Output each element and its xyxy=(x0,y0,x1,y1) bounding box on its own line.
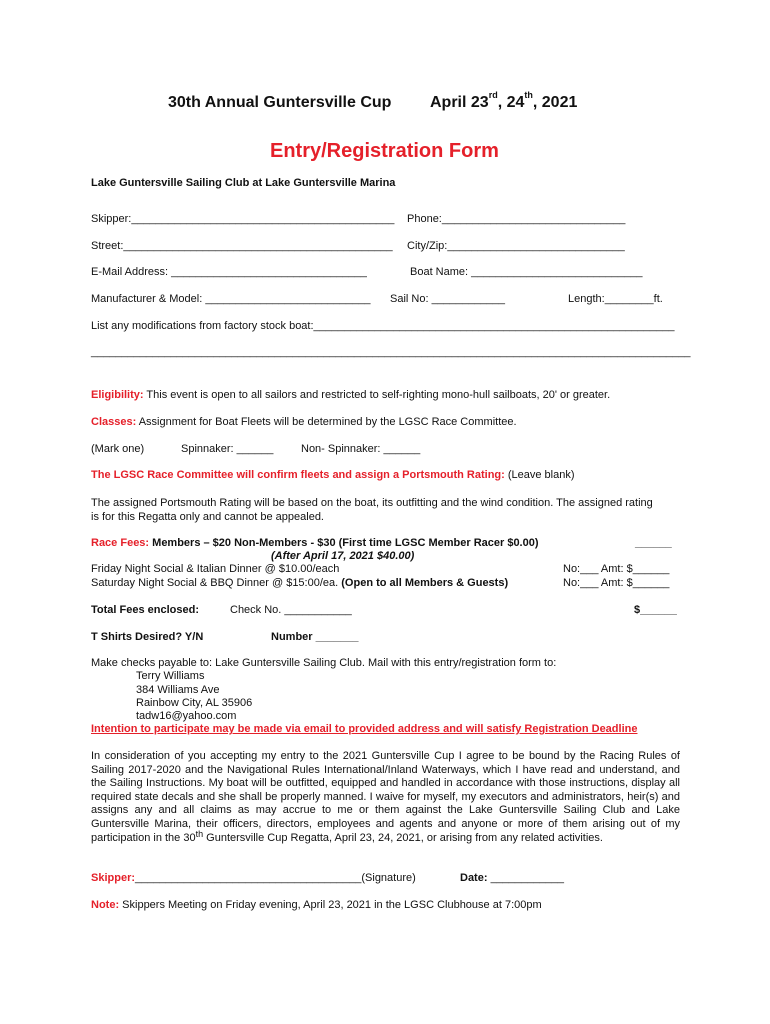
total-amount-field[interactable]: $______ xyxy=(634,604,677,616)
eligibility: Eligibility: This event is open to all sailors and restricted to self-righting mono-hull sailboats, 20' or greater. xyxy=(91,389,611,401)
skippers-meeting-note: Note: Skippers Meeting on Friday evening, April 23, 2021 in the LGSC Clubhouse at 7:00pm xyxy=(91,899,542,911)
cityzip-field[interactable]: City/Zip:_____________________________ xyxy=(407,240,625,252)
mail-street: 384 Williams Ave xyxy=(136,684,220,696)
saturday-dinner-qty[interactable]: No:___ Amt: $______ xyxy=(563,577,670,589)
waiver-paragraph: In consideration of you accepting my entry to the 2021 Guntersville Cup I agree to be bound by the Racing Rules of Sailing 2017-2020 and the Navigational Rules International/Inland Waterways, which I have read and understand, and the Sailing Instructions. My boat will be outfitted, equipped and handled in accordance with those instructions, display all required state decals and she shall be properly manned. I waive for myself, my executors and administrators, heir(s) and assigns any and all claims as may accrue to me or them against the Lake Guntersville Sailing Club and Lake Guntersville Marina, their officers, directors, employees and agents and anyone or more of them arising out of my participation in the 30th Guntersville Cup Regatta, April 23, 24, 2021, or arising from any related activities. xyxy=(91,750,680,844)
email-field[interactable]: E-Mail Address: ________________________________ xyxy=(91,266,367,278)
friday-dinner: Friday Night Social & Italian Dinner @ $10.00/each xyxy=(91,563,340,575)
race-fee-amount[interactable]: ______ xyxy=(635,537,672,549)
check-no-field[interactable]: Check No. ___________ xyxy=(230,604,352,616)
skipper-field[interactable]: Skipper:___________________________________________ xyxy=(91,213,395,225)
event-title: 30th Annual Guntersville Cup xyxy=(168,94,392,111)
tshirt-number-field[interactable]: Number _______ xyxy=(271,631,359,643)
club-subtitle: Lake Guntersville Sailing Club at Lake Guntersville Marina xyxy=(91,177,396,189)
intention-note: Intention to participate may be made via email to provided address and will satisfy Registration Deadline xyxy=(91,723,638,735)
spinnaker-field[interactable]: Spinnaker: ______ xyxy=(181,443,274,455)
tshirts-field[interactable]: T Shirts Desired? Y/N xyxy=(91,631,204,643)
fleet-confirm-note: The LGSC Race Committee will confirm fleets and assign a Portsmouth Rating: (Leave blank) xyxy=(91,469,575,481)
mark-one-label: (Mark one) xyxy=(91,443,145,455)
saturday-dinner: Saturday Night Social & BBQ Dinner @ $15:00/ea. (Open to all Members & Guests) xyxy=(91,577,509,589)
portsmouth-line-1: The assigned Portsmouth Rating will be based on the boat, its outfitting and the wind condition. The assigned rating xyxy=(91,497,653,509)
sail-no-field[interactable]: Sail No: ____________ xyxy=(390,293,505,305)
street-field[interactable]: Street:____________________________________________ xyxy=(91,240,393,252)
mail-city: Rainbow City, AL 35906 xyxy=(136,697,253,709)
modifications-field[interactable]: List any modifications from factory stock boat:___________________________________________________________ xyxy=(91,320,675,332)
form-title: Entry/Registration Form xyxy=(270,140,499,162)
total-fees-label: Total Fees enclosed: xyxy=(91,604,199,616)
non-spinnaker-field[interactable]: Non- Spinnaker: ______ xyxy=(301,443,421,455)
classes: Classes: Assignment for Boat Fleets will be determined by the LGSC Race Committee. xyxy=(91,416,517,428)
length-field[interactable]: Length:________ft. xyxy=(568,293,663,305)
skipper-signature-field[interactable]: Skipper:_____________________________________(Signature) xyxy=(91,872,416,884)
boat-name-field[interactable]: Boat Name: ____________________________ xyxy=(410,266,643,278)
phone-field[interactable]: Phone:______________________________ xyxy=(407,213,626,225)
mail-email: tadw16@yahoo.com xyxy=(136,710,237,722)
mail-name: Terry Williams xyxy=(136,670,205,682)
mailing-intro: Make checks payable to: Lake Guntersville Sailing Club. Mail with this entry/registration form to: xyxy=(91,657,557,669)
race-fees: Race Fees: Members – $20 Non-Members - $30 (First time LGSC Member Racer $0.00) xyxy=(91,537,539,549)
portsmouth-line-2: is for this Regatta only and cannot be appealed. xyxy=(91,511,324,523)
manufacturer-field[interactable]: Manufacturer & Model: ___________________________ xyxy=(91,293,371,305)
late-fee-note: (After April 17, 2021 $40.00) xyxy=(271,550,415,562)
modifications-line-2[interactable]: __________________________________________________________________________________________________ xyxy=(91,346,691,358)
friday-dinner-qty[interactable]: No:___ Amt: $______ xyxy=(563,563,670,575)
date-field[interactable]: Date: ____________ xyxy=(460,872,564,884)
event-dates: April 23rd, 24th, 2021 xyxy=(430,90,578,111)
